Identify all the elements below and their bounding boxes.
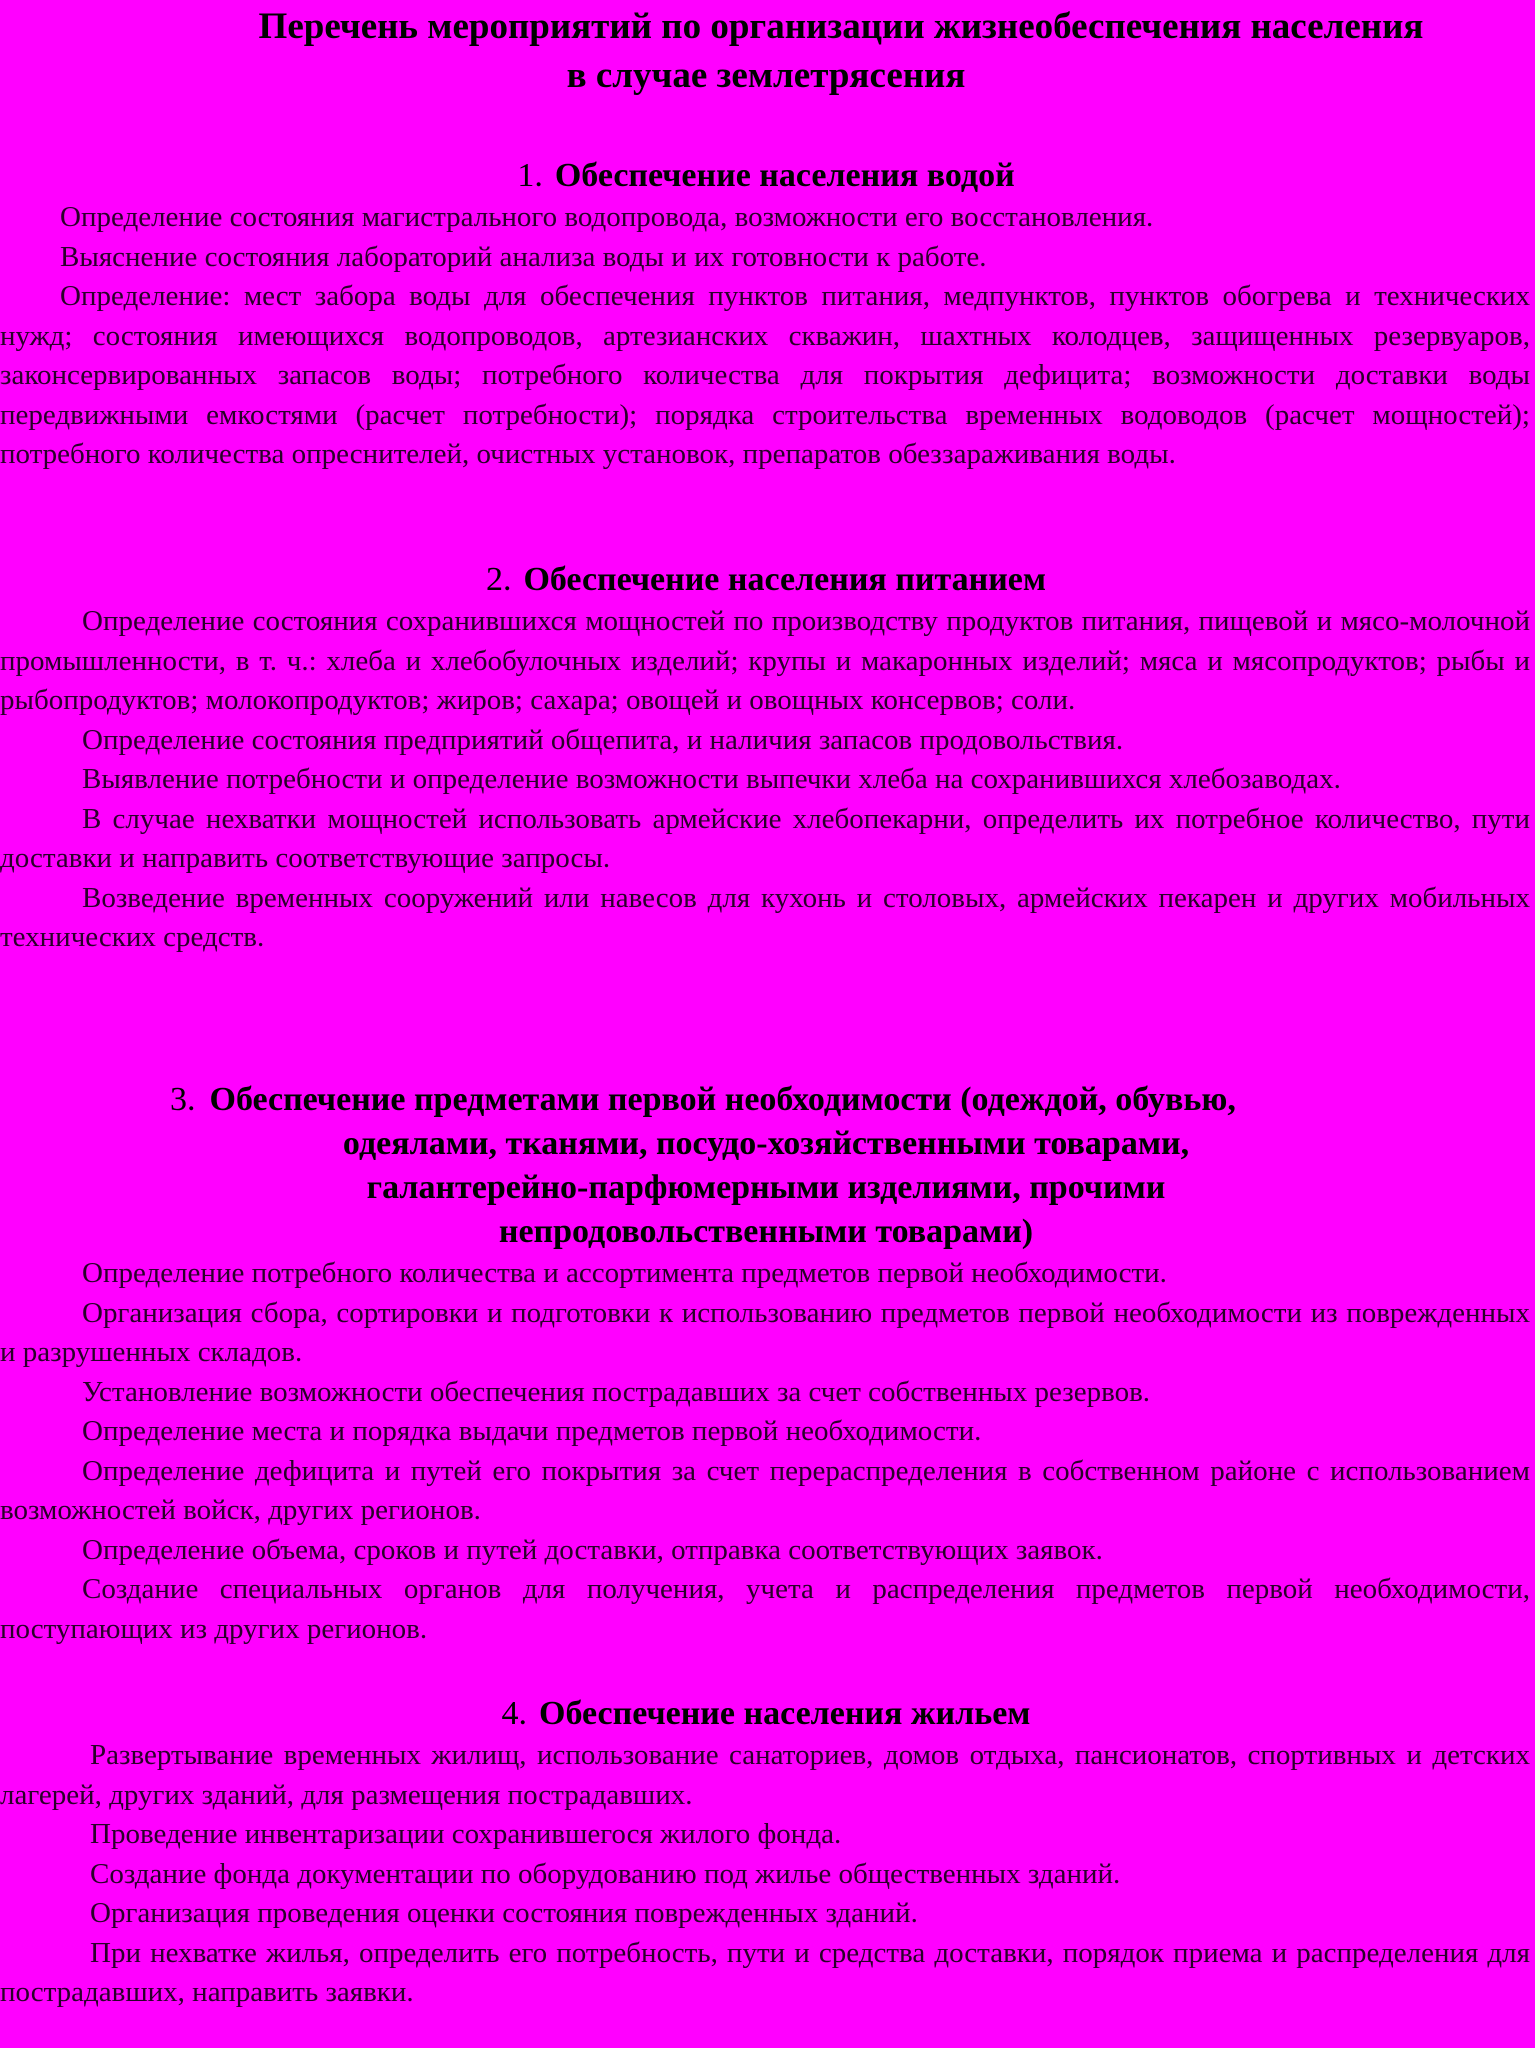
document-title — [0, 2, 1532, 100]
section-paragraph: Выяснение состояния лабораторий анализа воды и их готовности к работе. — [60, 240, 987, 273]
section-essentials — [0, 1078, 1532, 1649]
section-number: 1. — [517, 157, 543, 194]
section-paragraph: В случае нехватки мощностей использовать армейские хлебопекарни, определить их потребное количество, пути доставки и направить соответствующие запросы. — [0, 802, 1530, 874]
section-paragraph: Организация проведения оценки состояния поврежденных зданий. — [90, 1897, 918, 1929]
section-heading-line: непродовольственными товарами) — [498, 1213, 1034, 1250]
section-heading — [0, 1078, 1532, 1254]
section-paragraph: Определение места и порядка выдачи предметов первой необходимости. — [82, 1415, 982, 1447]
title-line: в случае землетрясения — [566, 55, 966, 96]
section-heading-line — [0, 1078, 1532, 1122]
section-paragraph: При нехватке жилья, определить его потребность, пути и средства доставки, порядок приема и распределения для пострадавших, направить заявки. — [0, 1936, 1530, 2008]
section-paragraph: Развертывание временных жилищ, использование санаториев, домов отдыха, пансионатов, спортивных и детских лагерей, других зданий, для размещения пострадавших. — [0, 1739, 1530, 1811]
section-paragraph: Определение дефицита и путей его покрытия за счет перераспределения в собственном районе с использованием возможностей войск, других регионов. — [0, 1454, 1530, 1526]
section-number: 3. — [170, 1081, 196, 1118]
section-paragraph: Определение: мест забора воды для обеспечения пунктов питания, медпунктов, пунктов обогрева и технических нужд; состояния имеющихся водопроводов, артезианских скважин, шахтных колодцев, защищенных резервуаров, законсервированных запасов воды; потребного количества для покрытия дефицита; возможности доставки воды передвижными емкостями (расчет потребности); порядка строительства временных водоводов (расчет мощностей); потребного количества опреснителей, очистных установок, препаратов обеззараживания воды. — [0, 280, 1530, 470]
section-paragraph: Определение состояния сохранившихся мощностей по производству продуктов питания, пищевой и мясо-молочной промышленности, в т. ч.: хлеба и хлебобулочных изделий; крупы и макаронных изделий; мяса и мясопродуктов; рыбы и рыбопродуктов; молокопродуктов; жиров; сахара; овощей и овощных консервов; соли. — [0, 605, 1530, 716]
title-line: Перечень мероприятий по организации жизнеобеспечения населения — [258, 6, 1424, 47]
section-paragraph: Определение объема, сроков и путей доставки, отправка соответствующих заявок. — [82, 1533, 1103, 1566]
section-water — [0, 154, 1532, 475]
section-heading — [0, 154, 1532, 198]
section-heading-line: галантерейно-парфюмерными изделиями, прочими — [366, 1169, 1166, 1206]
section-number: 2. — [485, 561, 512, 598]
section-title: Обеспечение населения жильем — [539, 1695, 1031, 1732]
section-heading — [0, 558, 1532, 602]
section-food — [0, 558, 1532, 958]
section-paragraph: Возведение временных сооружений или навесов для кухонь и столовых, армейских пекарен и других мобильных технических средств. — [0, 881, 1530, 953]
section-paragraph: Проведение инвентаризации сохранившегося жилого фонда. — [90, 1818, 842, 1850]
section-paragraph: Выявление потребности и определение возможности выпечки хлеба на сохранившихся хлебозаводах. — [82, 763, 1341, 795]
section-number: 4. — [501, 1695, 528, 1732]
section-paragraph: Создание специальных органов для получения, учета и распределения предметов первой необходимости, поступающих из других регионов. — [0, 1573, 1530, 1645]
section-paragraph: Организация сбора, сортировки и подготовки к использованию предметов первой необходимости из поврежденных и разрушенных складов. — [0, 1296, 1530, 1368]
section-paragraph: Установление возможности обеспечения пострадавших за счет собственных резервов. — [82, 1375, 1151, 1408]
section-paragraph: Определение потребного количества и ассортимента предметов первой необходимости. — [82, 1257, 1167, 1289]
section-title: Обеспечение населения водой — [554, 157, 1015, 194]
section-paragraph: Определение состояния магистрального водопровода, возможности его восстановления. — [60, 201, 1154, 233]
section-title: Обеспечение населения питанием — [523, 561, 1047, 598]
section-paragraph: Создание фонда документации по оборудованию под жилье общественных зданий. — [90, 1857, 1121, 1890]
section-title: Обеспечение предметами первой необходимости (одеждой, обувью, — [209, 1081, 1236, 1118]
section-heading-line: одеялами, тканями, посудо-хозяйственными товарами, — [342, 1125, 1190, 1162]
section-housing — [0, 1692, 1532, 2013]
section-heading — [0, 1692, 1532, 1736]
section-paragraph: Определение состояния предприятий общепита, и наличия запасов продовольствия. — [82, 723, 1124, 756]
